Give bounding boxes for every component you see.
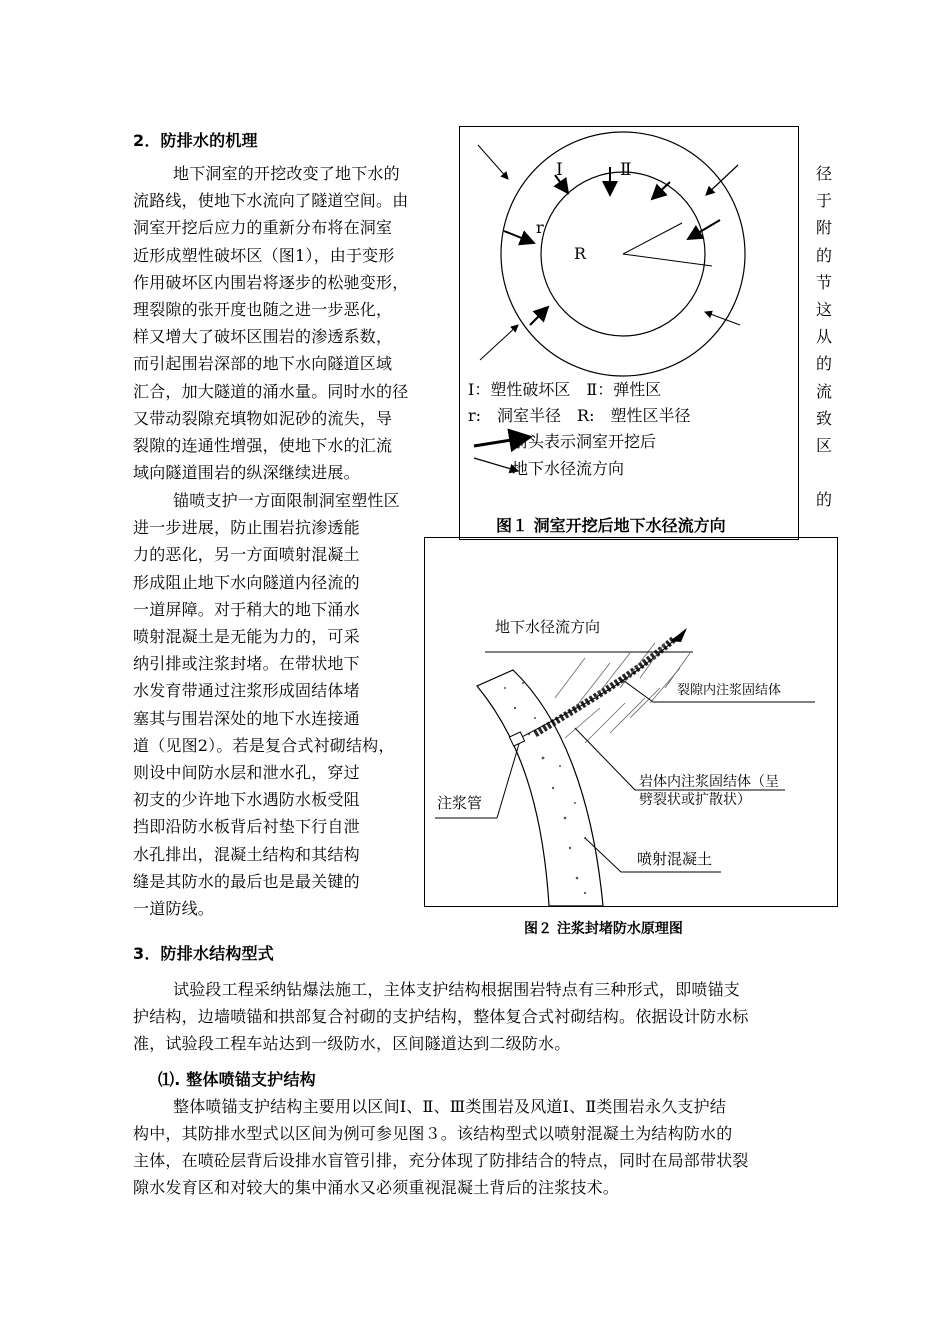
flow-direction-label: 地下水径流方向 bbox=[495, 618, 601, 636]
text-line: 流路线，使地下水流向了隧道空间。由 bbox=[133, 191, 409, 211]
legend-line-1: Ⅰ：塑性破坏区 Ⅱ：弹性区 bbox=[468, 380, 662, 399]
figure-1-caption: 图１ 洞室开挖后地下水径流方向 bbox=[496, 516, 726, 535]
text-line: 隙水发育区和对较大的集中涌水又必须重视混凝土背后的注浆技术。 bbox=[133, 1178, 620, 1197]
text-line: 缝是其防水的最后也是最关键的 bbox=[133, 871, 360, 891]
figure-2 bbox=[424, 537, 838, 907]
figure-1 bbox=[459, 126, 799, 540]
legend-line-4: 地下水径流方向 bbox=[512, 459, 625, 478]
flow-arrow bbox=[504, 231, 534, 243]
column-char: 的 bbox=[815, 490, 832, 510]
section-2-heading: 2．防排水的机理 bbox=[133, 131, 258, 150]
text-line: 汇合，加大隧道的涌水量。同时水的径 bbox=[133, 381, 409, 401]
text-line: 纳引排或注浆封堵。在带状地下 bbox=[133, 654, 360, 674]
flow-arrow bbox=[705, 312, 740, 325]
text-line: 则设中间防水层和泄水孔，穿过 bbox=[133, 763, 360, 782]
text-line: 初支的少许地下水遇防水板受阻 bbox=[133, 790, 360, 810]
text-line: 护结构，边墙喷锚和拱部复合衬砌的支护结构，整体复合式衬砌结构。依据设计防水标 bbox=[133, 1007, 749, 1026]
flow-arrow bbox=[652, 182, 670, 199]
text-line: 塞其与围岩深处的地下水连接通 bbox=[133, 708, 360, 728]
column-char: 附 bbox=[815, 218, 832, 238]
column-char: 径 bbox=[815, 164, 832, 183]
text-line: 洞室开挖后应力的重新分布将在洞室 bbox=[133, 218, 393, 238]
fissure-grout-label: 裂隙内注浆固结体 bbox=[677, 683, 782, 698]
column-char: 流 bbox=[815, 381, 832, 401]
figure-1-diagram bbox=[460, 127, 799, 540]
rock-grout-label: 岩体内注浆固结体（呈 bbox=[639, 774, 779, 790]
text-line: 样又增大了破坏区围岩的渗透系数， bbox=[133, 327, 393, 347]
column-char: 于 bbox=[815, 191, 832, 211]
rock-leader bbox=[575, 728, 635, 790]
text-line: 域向隧道围岩的纵深继续进展。 bbox=[133, 463, 360, 483]
text-line: 道（见图2）。若是复合式衬砌结构， bbox=[133, 735, 395, 755]
text-line: 裂隙的连通性增强，使地下水的汇流 bbox=[133, 436, 393, 455]
text-line: 而引起围岩深部的地下水向隧道区域 bbox=[133, 354, 393, 374]
text-line: 试验段工程采纳钻爆法施工，主体支护结构根据围岩特点有三种形式，即喷锚支 bbox=[173, 980, 741, 999]
flow-arrow bbox=[688, 220, 720, 239]
shotcrete-label: 喷射混凝土 bbox=[637, 850, 713, 868]
text-line: 挡即沿防水板背后衬垫下行自泄 bbox=[133, 817, 360, 837]
legend-line-2: r: 洞室半径 R: 塑性区半径 bbox=[468, 406, 691, 425]
text-line: 形成阻止地下水向隧道内径流的 bbox=[133, 572, 360, 592]
text-line: 进一步进展，防止围岩抗渗透能 bbox=[133, 518, 360, 538]
text-line: 理裂隙的张开度也随之进一步恶化， bbox=[133, 300, 393, 319]
pipe-leader bbox=[497, 744, 519, 818]
text-line: 又带动裂隙充填物如泥砂的流失，导 bbox=[133, 408, 393, 428]
text-line: 地下洞室的开挖改变了地下水的 bbox=[173, 164, 400, 183]
subsection-heading: ⑴. 整体喷锚支护结构 bbox=[158, 1070, 316, 1089]
legend-line-3: 箭头表示洞室开挖后 bbox=[512, 432, 657, 451]
section-3-heading: 3．防排水结构型式 bbox=[133, 944, 274, 963]
column-char: 区 bbox=[815, 436, 832, 455]
text-line: 准，试验段工程车站达到一级防水，区间隧道达到二级防水。 bbox=[133, 1034, 571, 1053]
column-char: 节 bbox=[815, 272, 832, 292]
text-line: 水发育带通过注浆形成固结体堵 bbox=[133, 681, 360, 701]
text-line: 水孔排出，混凝土结构和其结构 bbox=[133, 844, 360, 864]
figure-2-diagram bbox=[425, 538, 838, 907]
text-line: 一道屏障。对于稍大的地下涌水 bbox=[133, 599, 360, 619]
text-line: 近形成塑性破坏区（图1），由于变形 bbox=[133, 245, 395, 265]
column-char: 这 bbox=[815, 300, 832, 319]
figure-2-caption: 图２ 注浆封堵防水原理图 bbox=[524, 921, 683, 937]
zone-II-label: Ⅱ bbox=[620, 160, 632, 180]
radius-R-line bbox=[623, 254, 712, 266]
column-char: 的 bbox=[815, 245, 832, 265]
radius-R-label: R bbox=[574, 244, 587, 263]
radius-r-line bbox=[623, 223, 682, 254]
column-char: 的 bbox=[815, 354, 832, 374]
text-line: 锚喷支护一方面限制洞室塑性区 bbox=[173, 491, 400, 510]
fissure-tip bbox=[670, 628, 687, 642]
flow-arrow bbox=[530, 307, 548, 325]
text-line: 喷射混凝土是无能为力的，可采 bbox=[133, 627, 360, 646]
radius-r-label: r bbox=[536, 218, 544, 237]
text-line: 一道防线。 bbox=[133, 899, 215, 918]
text-line: 作用破坏区内围岩将逐步的松驰变形， bbox=[133, 272, 409, 292]
zone-I-label: Ⅰ bbox=[556, 160, 563, 180]
column-char: 从 bbox=[815, 327, 832, 347]
flow-arrow bbox=[478, 145, 508, 179]
text-line: 构中，其防排水型式以区间为例可参见图３。该结构型式以喷射混凝土为结构防水的 bbox=[133, 1124, 733, 1143]
grout-pipe-label: 注浆管 bbox=[437, 794, 483, 812]
text-line: 力的恶化，另一方面喷射混凝土 bbox=[133, 545, 360, 565]
column-char: 致 bbox=[815, 408, 832, 428]
rock-grout-label-2: 劈裂状或扩散状） bbox=[639, 792, 751, 808]
text-line: 整体喷锚支护结构主要用以区间Ⅰ、Ⅱ、Ⅲ类围岩及风道Ⅰ、Ⅱ类围岩永久支护结 bbox=[173, 1097, 727, 1116]
text-line: 主体，在喷砼层背后设排水盲管引排，充分体现了防排结合的特点，同时在局部带状裂 bbox=[133, 1151, 749, 1170]
flow-arrow bbox=[480, 325, 518, 360]
fissure-leader bbox=[620, 678, 653, 702]
